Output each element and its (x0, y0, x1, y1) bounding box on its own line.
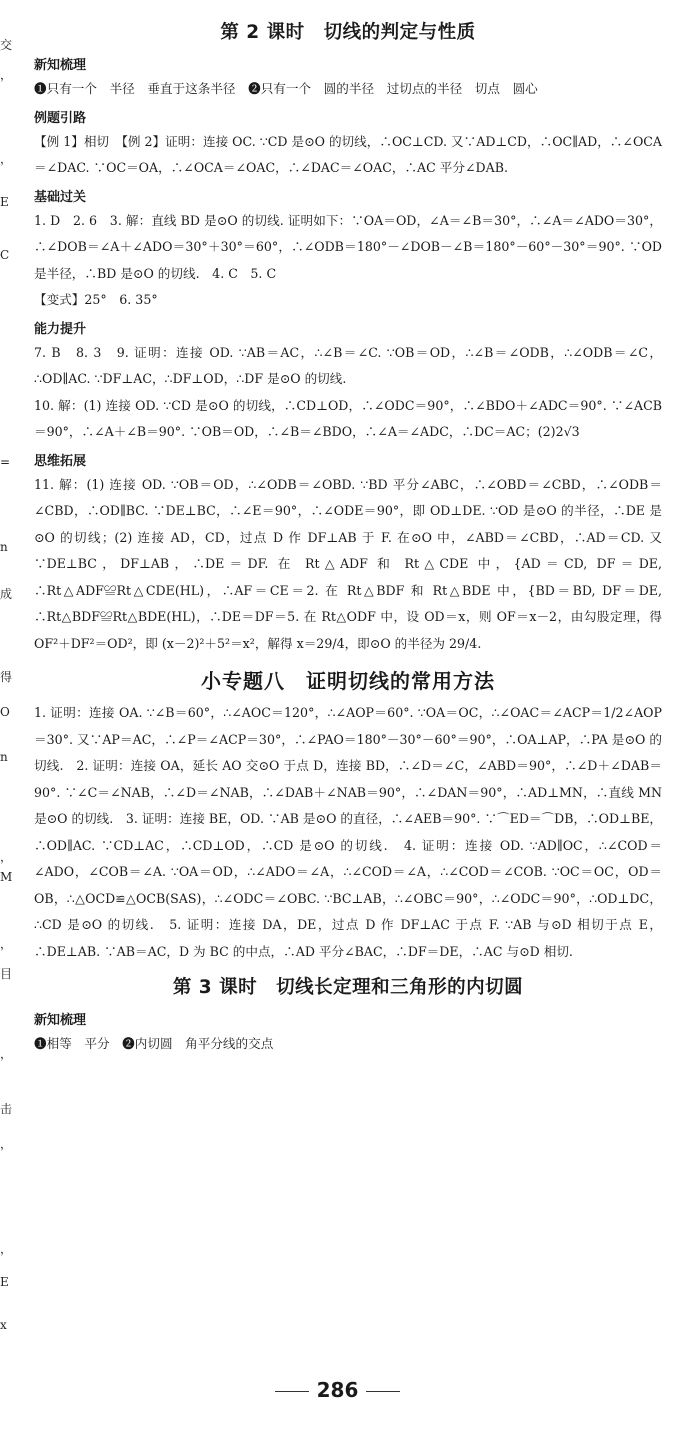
margin-char: x (0, 1318, 7, 1332)
margin-char: 成 (0, 587, 13, 601)
margin-char: ， (0, 1242, 13, 1256)
margin-char: ， (0, 152, 13, 166)
margin-char: ， (0, 1047, 13, 1061)
lesson-3-title: 第 3 课时 切线长定理和三角形的内切圆 (172, 977, 524, 998)
margin-char: O (0, 705, 10, 719)
margin-char: n (0, 540, 8, 554)
margin-char: ， (0, 850, 13, 864)
example-answers: 【例 1】相切 【例 2】证明：连接 OC. ∵CD 是⊙O 的切线，∴OC⊥CD. 又∵AD⊥CD，∴OC∥AD，∴∠OCA＝∠DAC. ∵OC＝OA，∴∠OCA＝∠OAC，∴∠DAC＝∠OAC，∴AC 平分∠DAB. (34, 133, 662, 175)
page-number (0, 1378, 675, 1402)
margin-char: n (0, 750, 8, 764)
margin-char: 目 (0, 967, 13, 981)
topic-8-title: 小专题八 证明切线的常用方法 (201, 669, 495, 693)
section-heading-basic: 基础过关 (34, 189, 87, 205)
margin-char: E (0, 195, 9, 209)
margin-char: ， (0, 937, 13, 951)
margin-char: 击 (0, 1102, 13, 1116)
margin-char: = (0, 455, 11, 469)
margin-char: E (0, 1275, 9, 1289)
page-number-dash-left (275, 1391, 309, 1392)
topic-8-answers: 1. 证明：连接 OA. ∵∠B＝60°，∴∠AOC＝120°，∴∠AOP＝60°. ∵OA＝OC，∴∠OAC＝∠ACP＝1/2∠AOP＝30°. 又∵AP＝AC，∴∠P＝∠ACP＝30°，∴∠PAO＝180°－30°－60°＝90°，∴OA⊥AP，∴PA 是⊙O 的切线. 2. 证明：连接 OA，延长 AO 交⊙O 于点 D，连接 BD，∴∠D＝∠C，∠ABD＝90°，∴∠D＋∠DAB＝90°. ∵∠C＝∠NAB，∴∠D＝∠NAB，∴∠DAB＋∠NAB＝90°，∴∠DAN＝90°，∴AD⊥MN，∴直线 MN 是⊙O 的切线. 3. 证明：连接 BE，OD. ∵AB 是⊙O 的直径，∴∠AEB＝90°. ∵⌒ED＝⌒DB，∴OD⊥BE，∴OD∥AC. ∵CD⊥AC，∴CD⊥OD，∴CD 是⊙O 的切线. 4. 证明：连接 OD. ∵AD∥OC，∴∠COD＝∠ADO，∠COB＝∠A. ∵OA＝OD，∴∠ADO＝∠A，∴∠COD＝∠A，∴∠COD＝∠COB. ∵OC＝OC，OD＝OB，∴△OCD≌△OCB(SAS)，∴∠ODC＝∠OBC. ∵BC⊥AB，∴∠OBC＝90°，∴∠ODC＝90°，∴OD⊥DC，∴CD 是⊙O 的切线. 5. 证明：连接 DA，DE，过点 D 作 DF⊥AC 于点 F. ∵AB 与⊙D 相切于点 E，∴DE⊥AB. ∵AB＝AC，D 为 BC 的中点，∴AD 平分∠BAC，∴DF＝DE，∴AC 与⊙D 相切. (34, 705, 662, 959)
section-heading-new-knowledge-3: 新知梳理 (34, 1013, 87, 1028)
margin-char: M (0, 870, 13, 884)
margin-char: ， (0, 1137, 13, 1151)
variant-answer: 【变式】25° 6. 35° (34, 292, 158, 307)
section-heading-examples: 例题引路 (34, 110, 87, 126)
page-number-value: 286 (316, 1378, 359, 1402)
margin-char: C (0, 248, 10, 262)
extension-answers: 11. 解：(1) 连接 OD. ∵OB＝OD，∴∠ODB＝∠OBD. ∵BD 平分∠ABC，∴∠OBD＝∠CBD，∴∠ODB＝∠CBD，∴OD∥BC. ∵DE⊥BC，∴∠E＝90°，∴∠ODE＝90°，即 OD⊥DE. ∵OD 是⊙O 的半径，∴DE 是⊙O 的切线；(2) 连接 AD，CD，过点 D 作 DF⊥AB 于 F. 在⊙O 中，∠ABD＝∠CBD，∴AD＝CD. 又∵DE⊥BC，DF⊥AB，∴DE＝DF. 在 Rt△ADF 和 Rt△CDE 中，{AD＝CD, DF＝DE, ∴Rt△ADF≌Rt△CDE(HL)，∴AF＝CE＝2. 在 Rt△BDF 和 Rt△BDE 中，{BD＝BD, DF＝DE, ∴Rt△BDF≌Rt△BDE(HL)，∴DE＝DF＝5. 在 Rt△ODF 中，设 OD＝x，则 OF＝x－2，由勾股定理，得 OF²＋DF²＝OD²，即 (x－2)²＋5²＝x²，解得 x＝29/4，即⊙O 的半径为 29/4. (34, 476, 662, 651)
basic-answers: 1. D 2. 6 3. 解：直线 BD 是⊙O 的切线. 证明如下：∵OA＝OD，∠A＝∠B＝30°，∴∠A＝∠ADO＝30°，∴∠DOB＝∠A＋∠ADO＝30°＋30°＝60°，∴∠ODB＝180°－∠DOB－∠B＝180°－60°－30°＝90°. ∵OD 是半径，∴BD 是⊙O 的切线. 4. C 5. C (34, 212, 662, 281)
ability-answers-1: 7. B 8. 3 9. 证明：连接 OD. ∵AB＝AC，∴∠B＝∠C. ∵OB＝OD，∴∠B＝∠ODB，∴∠ODB＝∠C，∴OD∥AC. ∵DF⊥AC，∴DF⊥OD，∴DF 是⊙O 的切线. (34, 344, 662, 386)
section-heading-new-knowledge: 新知梳理 (34, 58, 87, 73)
new-knowledge-answers: ❶只有一个 半径 垂直于这条半径 ❷只有一个 圆的半径 过切点的半径 切点 圆心 (34, 81, 538, 96)
ability-answers-2: 10. 解：(1) 连接 OD. ∵CD 是⊙O 的切线，∴CD⊥OD，∴∠ODC＝90°，∴∠BDO＋∠ADC＝90°. ∵∠ACB＝90°，∴∠A＋∠B＝90°. ∵OB＝OD，∴∠B＝∠BDO，∴∠A＝∠ADC，∴DC＝AC；(2)2√3 (34, 397, 662, 439)
section-heading-extension: 思维拓展 (34, 453, 87, 469)
margin-char: ， (0, 68, 13, 82)
margin-char: 得 (0, 670, 13, 684)
left-margin-cut-text (0, 0, 14, 1445)
answer-page (34, 18, 662, 1058)
section-heading-ability: 能力提升 (34, 321, 87, 337)
lesson-3-answers: ❶相等 平分 ❷内切圆 角平分线的交点 (34, 1036, 274, 1051)
lesson-2-title: 第 2 课时 切线的判定与性质 (220, 22, 476, 43)
page-number-dash-right (366, 1391, 400, 1392)
margin-char: 交 (0, 38, 13, 52)
